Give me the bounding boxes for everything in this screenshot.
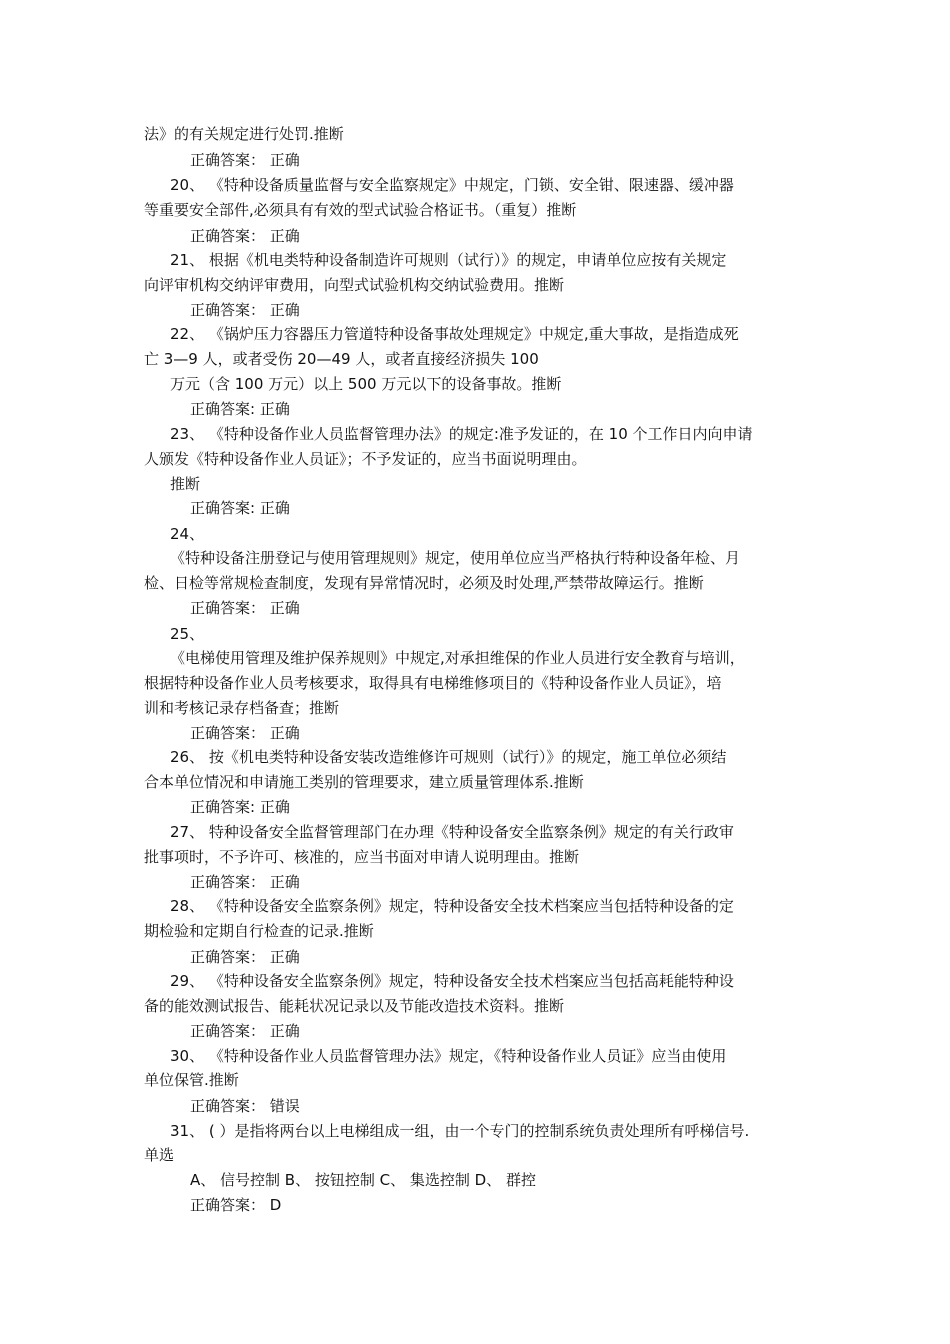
text-line: 《特种设备注册登记与使用管理规则》规定，使用单位应当严格执行特种设备年检、月	[170, 549, 741, 567]
answer-line: 正确答案: 正确	[190, 400, 290, 418]
text-line: 法》的有关规定进行处罚.推断	[144, 125, 344, 143]
text-line: 批事项时，不予许可、核准的，应当书面对申请人说明理由。推断	[144, 848, 580, 866]
text-line: 期检验和定期自行检查的记录.推断	[144, 922, 374, 940]
question-line: 29、 《特种设备安全监察条例》规定，特种设备安全技术档案应当包括高耗能特种设	[170, 972, 734, 990]
question-number: 24、	[170, 525, 205, 543]
answer-line: 正确答案： D	[190, 1196, 282, 1214]
text-line: 训和考核记录存档备查；推断	[144, 699, 340, 717]
answer-line: 正确答案： 正确	[190, 599, 300, 617]
answer-line: 正确答案： 正确	[190, 948, 300, 966]
text-line: 亡 3—9 人，或者受伤 20—49 人，或者直接经济损失 100	[144, 350, 539, 368]
question-line: 31、 ( ）是指将两台以上电梯组成一组，由一个专门的控制系统负责处理所有呼梯信号.	[170, 1122, 750, 1140]
text-line: 单位保管.推断	[144, 1071, 239, 1089]
text-line: 人颁发《特种设备作业人员证》；不予发证的，应当书面说明理由。	[144, 450, 587, 468]
question-number: 25、	[170, 625, 205, 643]
question-line: 20、 《特种设备质量监督与安全监察规定》中规定，门锁、安全钳、限速器、缓冲器	[170, 176, 734, 194]
answer-line: 正确答案： 正确	[190, 873, 300, 891]
text-line: 检、日检等常规检查制度，发现有异常情况时，必须及时处理,严禁带故障运行。推断	[144, 574, 704, 592]
text-line: 《电梯使用管理及维护保养规则》中规定,对承担维保的作业人员进行安全教育与培训，	[170, 649, 745, 667]
question-line: 21、 根据《机电类特种设备制造许可规则（试行）》的规定，申请单位应按有关规定	[170, 251, 727, 269]
answer-line: 正确答案： 正确	[190, 151, 300, 169]
question-line: 26、 按《机电类特种设备安装改造维修许可规则（试行）》的规定，施工单位必须结	[170, 748, 727, 766]
question-line: 27、 特种设备安全监督管理部门在办理《特种设备安全监察条例》规定的有关行政审	[170, 823, 734, 841]
text-line: 单选	[144, 1146, 175, 1164]
answer-line: 正确答案： 错误	[190, 1097, 300, 1115]
answer-line: 正确答案: 正确	[190, 499, 290, 517]
question-line: 22、 《锅炉压力容器压力管道特种设备事故处理规定》中规定,重大事故，是指造成死	[170, 325, 739, 343]
answer-line: 正确答案: 正确	[190, 798, 290, 816]
text-line: 根据特种设备作业人员考核要求，取得具有电梯维修项目的《特种设备作业人员证》，培	[144, 674, 722, 692]
answer-line: 正确答案： 正确	[190, 1022, 300, 1040]
text-line: 向评审机构交纳评审费用，向型式试验机构交纳试验费用。推断	[144, 276, 565, 294]
text-line: 万元（含 100 万元）以上 500 万元以下的设备事故。推断	[170, 375, 562, 393]
answer-line: 正确答案： 正确	[190, 301, 300, 319]
text-line: 备的能效测试报告、能耗状况记录以及节能改造技术资料。推断	[144, 997, 565, 1015]
text-line: 推断	[170, 475, 201, 493]
answer-line: 正确答案： 正确	[190, 724, 300, 742]
question-line: 28、 《特种设备安全监察条例》规定，特种设备安全技术档案应当包括特种设备的定	[170, 897, 734, 915]
question-line: 30、 《特种设备作业人员监督管理办法》规定，《特种设备作业人员证》应当由使用	[170, 1047, 727, 1065]
text-line: 等重要安全部件,必须具有有效的型式试验合格证书。（重复）推断	[144, 201, 577, 219]
answer-line: 正确答案： 正确	[190, 227, 300, 245]
text-line: 合本单位情况和申请施工类别的管理要求，建立质量管理体系.推断	[144, 773, 584, 791]
options-line: A、 信号控制 B、 按钮控制 C、 集选控制 D、 群控	[190, 1171, 536, 1189]
question-line: 23、 《特种设备作业人员监督管理办法》的规定:准予发证的，在 10 个工作日内向申请	[170, 425, 753, 443]
